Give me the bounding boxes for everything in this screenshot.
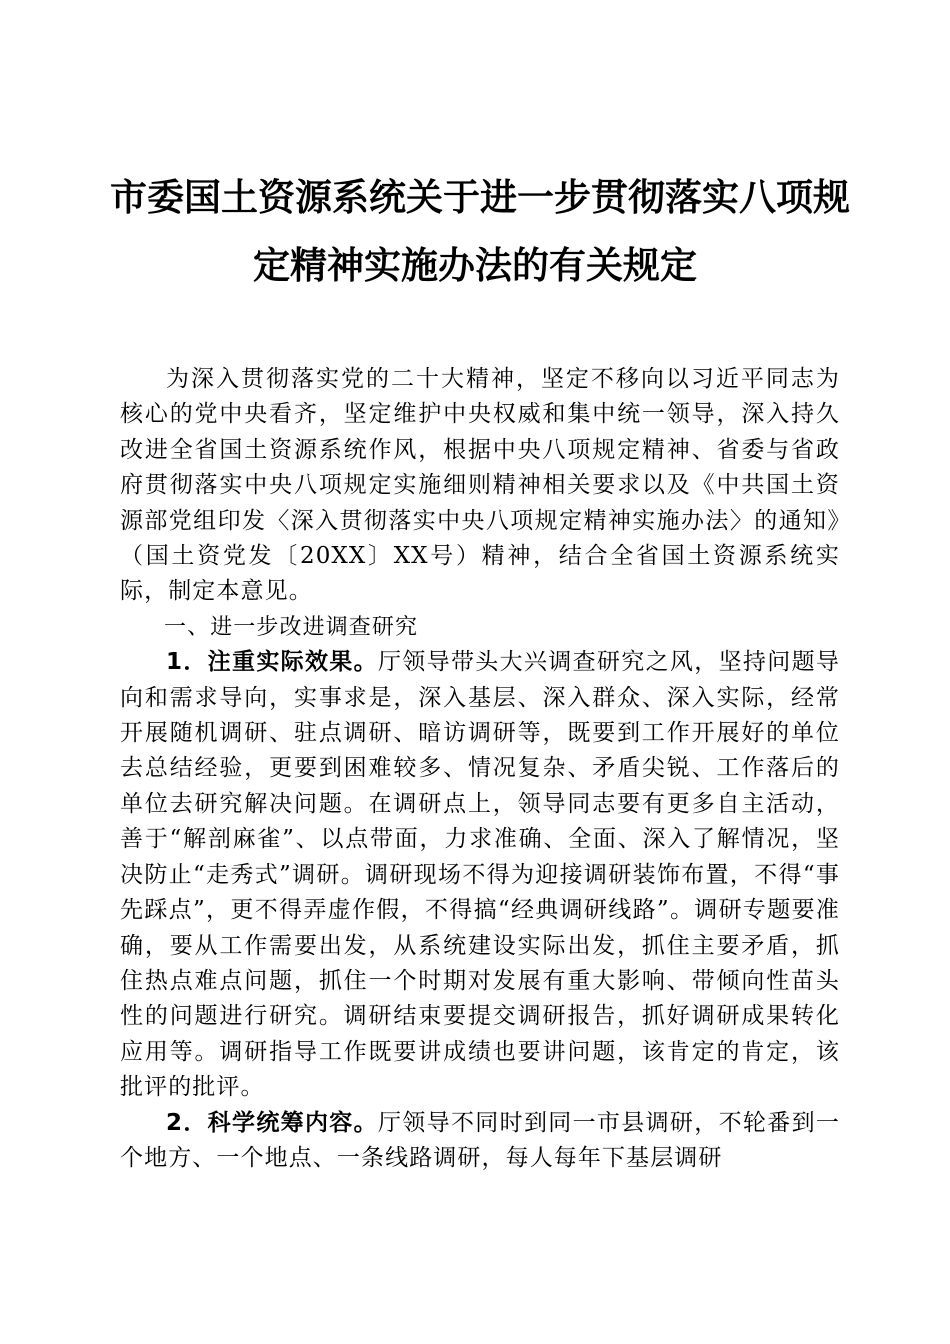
document-title-line-2: 定精神实施办法的有关规定 [253,244,697,287]
item-text: 厅领导不同时到同一市县调研，不轮番到一个地方、一个地点、一条线路调研，每人每年下基层调研 [120,1109,840,1171]
document-body [120,362,840,1176]
intro-paragraph: 为深入贯彻落实党的二十大精神，坚定不移向以习近平同志为核心的党中央看齐，坚定维护中央权威和集中统一领导，深入持久改进全省国土资源系统作风，根据中央八项规定精神、省委与省政府贯彻落实中央八项规定实施细则精神相关要求以及《中共国土资源部党组印发〈深入贯彻落实中央八项规定精神实施办法〉的通知》（国土资党发〔20XX〕XX号）精神，结合全省国土资源系统实际，制定本意见。 [120,366,840,605]
item-paragraph [120,1106,840,1177]
item-paragraph [120,645,840,1105]
document-title-line-1: 市委国土资源系统关于进一步贯彻落实八项规 [110,176,850,219]
item-lead: 1．注重实际效果。 [166,649,378,676]
item-lead: 2．科学统筹内容。 [166,1109,378,1136]
section-heading: 一、进一步改进调查研究 [164,614,419,640]
item-text: 厅领导带头大兴调查研究之风，坚持问题导向和需求导向，实事求是，深入基层、深入群众、深入实际，经常开展随机调研、驻点调研、暗访调研等，既要到工作开展好的单位去总结经验，更要到困难较多、情况复杂、矛盾尖锐、工作落后的单位去研究解决问题。在调研点上，领导同志要有更多自主活动，善于“解剖麻雀”、以点带面，力求准确、全面、深入了解情况，坚决防止“走秀式”调研。调研现场不得为迎接调研装饰布置，不得“事先踩点”，更不得弄虚作假，不得搞“经典调研线路”。调研专题要准确，要从工作需要出发，从系统建设实际出发，抓住主要矛盾，抓住热点难点问题，抓住一个时期对发展有重大影响、带倾向性苗头性的问题进行研究。调研结束要提交调研报告，抓好调研成果转化应用等。调研指导工作既要讲成绩也要讲问题，该肯定的肯定，该批评的批评。 [120,649,840,1101]
